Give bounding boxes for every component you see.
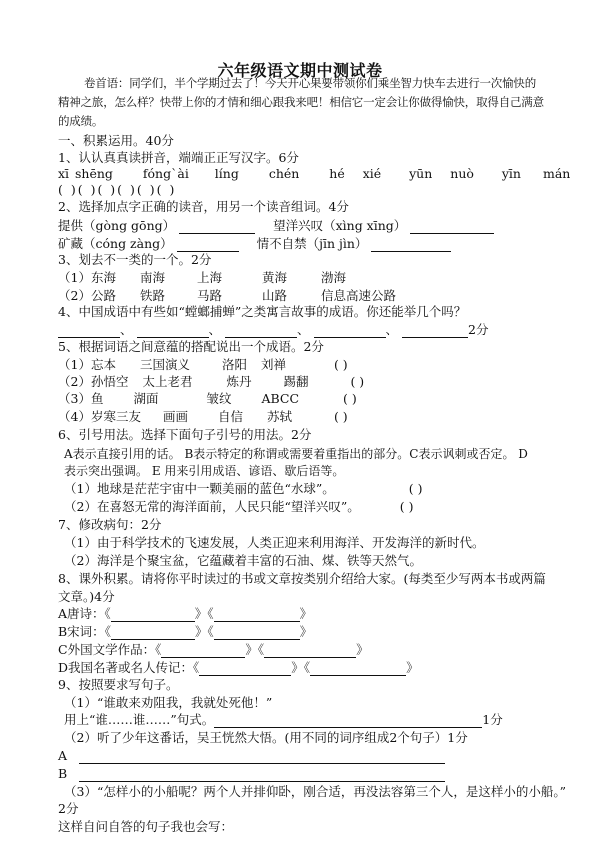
q5-word: 画画 (162, 409, 188, 424)
q5-word: 炼丹 (226, 374, 252, 389)
q6-sentence-1 (64, 481, 422, 497)
q6-sentence-text: （2）在喜怒无常的海洋面前，人民只能“望洋兴叹”。 (64, 499, 360, 514)
q5-answer-paren[interactable]: ( ) (343, 391, 357, 406)
q5-answer-paren[interactable]: ( ) (333, 409, 348, 424)
q8-row-b (58, 624, 312, 640)
q5-title: 5、根据词语之间意蕴的搭配说出一个成语。2分 (58, 339, 324, 354)
q5-row-3 (58, 391, 357, 407)
separator: 、 (208, 322, 222, 337)
q5-word: 自信 (217, 409, 243, 424)
q3-word[interactable]: 渤海 (320, 270, 346, 285)
q4-answer-line[interactable] (402, 324, 468, 338)
book-quote-close: 》 (194, 606, 208, 621)
q3-word[interactable]: 马路 (196, 288, 222, 303)
q2-row-2 (58, 236, 451, 252)
q9-instruction: 用上“谁……谁……”句式。 (64, 712, 215, 727)
q5-word: 踢翻 (283, 374, 309, 389)
points: 1分 (482, 712, 503, 727)
q8-answer-line[interactable] (264, 644, 356, 658)
q8-answer-line[interactable] (214, 608, 300, 622)
q8-row-c (58, 642, 369, 658)
q6-options-1: A表示直接引用的话。 B表示特定的称谓或需要着重指出的部分。C表示讽刺或否定。 D (64, 447, 528, 461)
q1-pinyin-row (58, 166, 570, 182)
q3-word[interactable]: 黄海 (261, 270, 287, 285)
book-quote-open: 《 (193, 660, 200, 675)
q7-sentence-1: （1）由于科学技术的飞速发展，人类正迎来利用海洋、开发海洋的新时代。 (64, 535, 485, 550)
q5-row-1 (58, 357, 348, 373)
q9-title: 9、按照要求写句子。 (58, 677, 179, 692)
pinyin-6: xié (362, 166, 382, 181)
pinyin-2: fóng`ài (142, 166, 189, 181)
q8-answer-line[interactable] (111, 608, 195, 622)
q4-title: 4、中国成语中有些如“螳螂捕蝉”之类寓言故事的成语。你还能举几个吗？ (58, 304, 467, 319)
q3-word[interactable]: 铁路 (139, 288, 165, 303)
q9-sentence-3: （3）“怎样小的小船呢？两个人并排仰卧，刚合适，再没法容第三个人，是这样小的小船。” (64, 784, 566, 799)
q7-title: 7、修改病句：2分 (58, 517, 162, 532)
q6-sentence-2 (64, 499, 413, 515)
book-quote-open: 《 (155, 642, 162, 657)
q8-label: B宋词： (58, 624, 105, 639)
book-quote-close: 》 (406, 660, 419, 675)
pinyin-10: mán (542, 166, 571, 181)
page-title: 六年级语文期中测试卷 (217, 61, 383, 80)
q9-points: 2分 (58, 801, 79, 816)
q6-answer-paren[interactable]: ( ) (399, 499, 414, 514)
q5-word: 苏轼 (266, 409, 292, 424)
book-quote-open: 《 (104, 624, 111, 639)
q4-answer-line[interactable] (137, 324, 209, 338)
q9-prompt: 这样自问自答的句子我也会写： (58, 819, 234, 834)
q5-word: （2）孙悟空 (58, 374, 129, 389)
q5-row-4 (58, 409, 348, 425)
q5-row-2 (58, 374, 364, 390)
book-quote-open: 《 (104, 606, 111, 621)
q5-word: （4）岁寒三友 (58, 409, 141, 424)
q7-sentence-2: （2）海洋是个聚宝盆，它蕴藏着丰富的石油、煤、铁等天然气。 (64, 553, 422, 568)
q2-row-1 (58, 218, 494, 234)
q2-answer-line[interactable] (410, 220, 494, 234)
q5-answer-paren[interactable]: ( ) (350, 374, 365, 389)
q1-answer-blanks[interactable]: ( )( )( )( )( )( ) (58, 182, 177, 197)
points: 2分 (468, 322, 489, 337)
q5-word: 洛阳 (221, 357, 247, 372)
q2-answer-line[interactable] (177, 238, 239, 252)
book-quote-open: 《 (257, 642, 265, 657)
q3-word[interactable]: （2）公路 (58, 288, 116, 303)
q5-word: 太上老君 (142, 374, 193, 389)
book-quote-open: 《 (207, 624, 214, 639)
q1-title: 1、认认真真读拼音，端端正正写汉字。6分 (58, 150, 299, 165)
q5-answer-paren[interactable]: ( ) (333, 357, 348, 372)
q5-word: 皱纹 (206, 391, 232, 406)
book-quote-close: 》 (299, 606, 313, 621)
q6-title: 6、引号用法。选择下面句子引号的用法。2分 (58, 427, 312, 442)
q8-answer-line[interactable] (214, 626, 300, 640)
q2-answer-line[interactable] (371, 238, 451, 252)
book-quote-open: 《 (207, 606, 214, 621)
book-quote-close: 》 (291, 660, 304, 675)
q2-answer-line[interactable] (179, 220, 255, 234)
q3-word[interactable]: 上海 (196, 270, 222, 285)
q8-answer-line[interactable] (111, 626, 195, 640)
q3-word[interactable]: 山路 (261, 288, 287, 303)
q3-word[interactable]: 南海 (139, 270, 165, 285)
q9-label: A (58, 748, 68, 763)
section-heading: 一、积累运用。40分 (58, 133, 174, 148)
pinyin-3: líng (214, 166, 239, 181)
q5-word: （3）鱼 (58, 391, 104, 406)
separator: 、 (385, 322, 399, 337)
q5-word: 三国演义 (139, 357, 190, 372)
q5-word: （1）忘本 (58, 357, 116, 372)
pinyin-1: xī shēng (58, 166, 113, 181)
q6-answer-paren[interactable]: ( ) (408, 481, 423, 496)
q9-label: B (58, 766, 68, 781)
q9-row-1 (64, 712, 503, 728)
q6-options-2: 表示突出强调。 E 用来引用成语、谚语、歇后语等。 (64, 464, 345, 478)
q4-answer-row (58, 322, 488, 338)
pinyin-8: nuò (450, 166, 474, 181)
q4-answer-line[interactable] (225, 324, 297, 338)
q5-word: 湖面 (133, 391, 159, 406)
q3-word[interactable]: 信息高速公路 (320, 288, 396, 303)
q8-title-2: 文章。)4分 (58, 589, 115, 604)
book-quote-close: 》 (356, 642, 369, 657)
pinyin-4: chén (268, 166, 300, 181)
q2-item-2: 望洋兴叹（xìng xīng） (273, 218, 407, 233)
book-quote-close: 》 (194, 624, 208, 639)
book-quote-open: 《 (303, 660, 311, 675)
q3-title: 3、划去不一类的一个。2分 (58, 252, 212, 267)
book-quote-close: 》 (299, 624, 313, 639)
q8-title-1: 8、课外积累。请将你平时读过的书或文章按类别介绍给大家。(每类至少写两本书或两篇 (58, 571, 546, 586)
q9-answer-line[interactable] (214, 714, 482, 728)
separator: 、 (120, 322, 133, 337)
q9-answer-line[interactable] (79, 768, 445, 782)
q8-row-a (58, 606, 312, 622)
q8-label: A唐诗： (58, 606, 105, 621)
q3-row-1 (58, 270, 346, 286)
q2-item-3: 矿藏（cóng zàng） (58, 236, 173, 251)
q9-row-b (58, 766, 445, 782)
q9-answer-line[interactable] (79, 750, 445, 764)
q9-sentence-1: （1）“谁敢来劝阻我，我就处死他！” (64, 695, 273, 710)
q4-answer-line[interactable] (314, 324, 386, 338)
preface: 卷首语：同学们，半个学期过去了！今天开心果要带领你们乘坐智力快车去进行一次愉快的精神之旅，怎么样？快带上你的才情和细心跟我来吧！相信它一定会让你做得愉快，取得自己满意的成绩。 (58, 76, 544, 128)
q8-answer-line[interactable] (199, 662, 291, 676)
q8-answer-line[interactable] (310, 662, 406, 676)
q9-sentence-2: （2）听了少年这番话，吴王恍然大悟。(用不同的词序组成2个句子）1分 (64, 730, 468, 745)
q3-word[interactable]: （1）东海 (58, 270, 116, 285)
q5-word: 刘禅 (260, 357, 286, 372)
q4-answer-line[interactable] (58, 324, 120, 338)
q5-word: ABCC (261, 391, 300, 406)
pinyin-7: yūn (409, 166, 433, 181)
q6-sentence-text: （1）地球是茫茫宇宙中一颗美丽的蓝色“水球”。 (64, 481, 335, 496)
q8-label: D我国名著或名人传记： (58, 660, 194, 675)
q2-title: 2、选择加点字正确的读音，用另一个读音组词。4分 (58, 199, 349, 214)
q3-row-2 (58, 288, 396, 304)
separator: 、 (297, 322, 310, 337)
q8-answer-line[interactable] (161, 644, 245, 658)
book-quote-close: 》 (245, 642, 258, 657)
pinyin-9: yīn (501, 166, 521, 181)
q8-row-d (58, 660, 419, 676)
q8-label: C外国文学作品： (58, 642, 156, 657)
q2-item-4: 情不自禁（jīn jìn） (256, 236, 368, 251)
q2-item-1: 提供（gòng gōng） (58, 218, 176, 233)
q9-row-a (58, 748, 445, 764)
pinyin-5: hé (329, 166, 345, 181)
